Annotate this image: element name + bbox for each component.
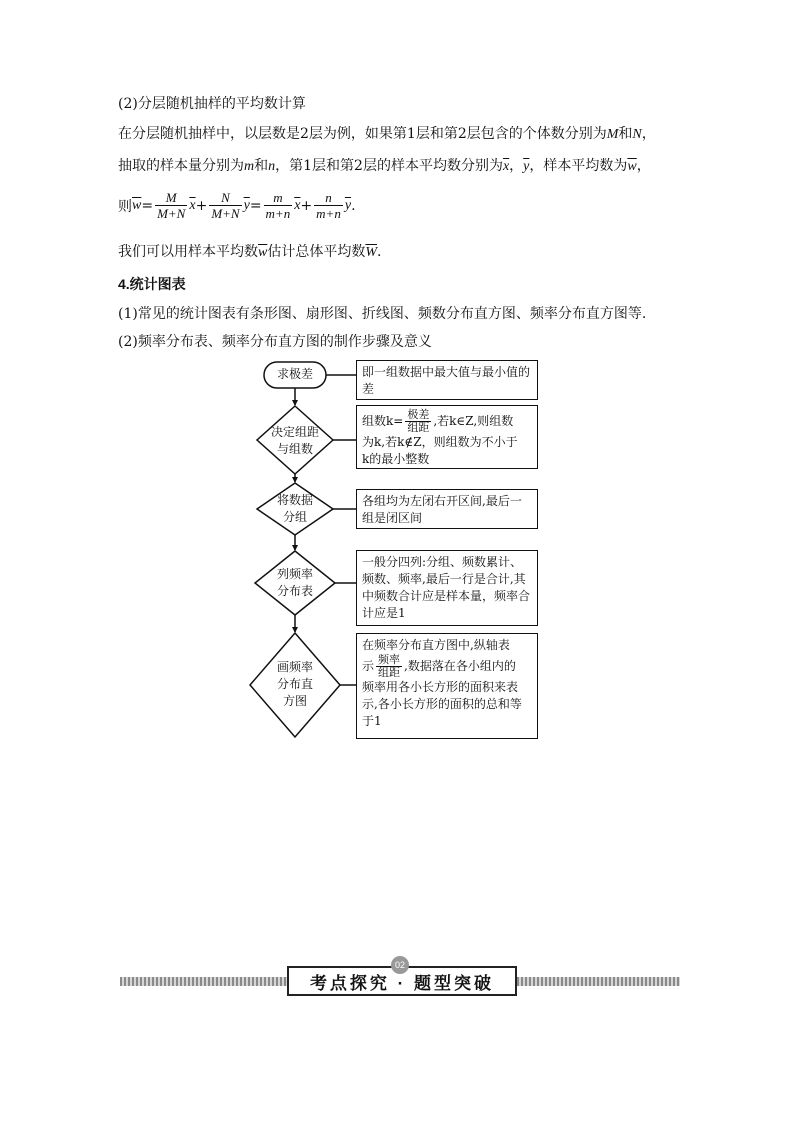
step4-label: 列频率 分布表 — [276, 567, 313, 598]
section-4-item-1: (1)常见的统计图表有条形图、扇形图、折线图、频数分布直方图、频率分布直方图等. — [118, 306, 647, 322]
banner-right-bar — [517, 977, 680, 986]
w-bar: $\overline{w}$ — [627, 159, 637, 174]
section-banner: 考点探究 · 题型突破 — [287, 966, 517, 996]
desc1-box: 即一组数据中最大值与最小值的差 — [356, 360, 538, 400]
paragraph-2: 抽取的样本量分别为m和n，第1层和第2层的样本平均数分别为$\overline{x}$，$\overline{y}$，样本平均数为$\overline{w}$， — [118, 158, 651, 174]
banner-left-bar — [120, 977, 287, 986]
desc3-box: 各组均为左闭右开区间,最后一组是闭区间 — [356, 489, 538, 529]
paragraph-1: 在分层随机抽样中，以层数是2层为例，如果第1层和第2层包含的个体数分别为M和N， — [118, 126, 656, 142]
fraction-M: $\frac{M}{M+N}$ — [157, 190, 186, 221]
step3-label: 将数据 分组 — [276, 493, 313, 524]
fraction-N: $\frac{N}{M+N}$ — [211, 190, 240, 221]
step5-label: 画频率 分布直 方图 — [276, 660, 313, 708]
paragraph-3: 我们可以用样本平均数$\overline{w}$估计总体平均数$\overline{W}$. — [118, 244, 382, 260]
section-4-item-2: (2)频率分布表、频率分布直方图的制作步骤及意义 — [118, 334, 432, 350]
weighted-mean-formula: 则 $\overline{w}$ = $\frac{M}{M+N}$ $\overline{x}$ + $\frac{N}{M+N}$ $\overline{y}$ = $\frac{m}{m+n}$ $\overline{x}$ + $\frac{n}{m+n}$ $\overline{y}$ . — [118, 190, 356, 221]
section-heading: (2)分层随机抽样的平均数计算 — [118, 96, 306, 112]
section-4-heading: 4.统计图表 — [118, 276, 186, 292]
desc5-box: 在频率分布直方图中,纵轴表 示 $\frac{\text{频率}}{\text{组距}}$ ,数据落在各小组内的 频率用各小长方形的面积来表示,各小长方形的面积的总和等于1 — [356, 633, 538, 739]
section-number-badge: 02 — [391, 956, 409, 974]
desc4-box: 一般分四列:分组、频数累计、频数、频率,最后一行是合计,其中频数合计应是样本量，频率合计应是1 — [356, 550, 538, 626]
fraction-n: $\frac{n}{m+n}$ — [316, 190, 341, 221]
fraction-m: $\frac{m}{m+n}$ — [265, 190, 291, 221]
y-bar: $\overline{y}$ — [523, 159, 530, 174]
step2-label: 决定组距 与组数 — [270, 425, 319, 456]
x-bar: $\overline{x}$ — [502, 159, 510, 174]
step1-label: 求极差 — [276, 367, 313, 381]
desc2-box: 组数k= $\frac{\text{极差}}{\text{组距}}$ ,若k∈Z,则组数 为k,若k∉Z，则组数为不小于 k的最小整数 — [356, 405, 538, 469]
